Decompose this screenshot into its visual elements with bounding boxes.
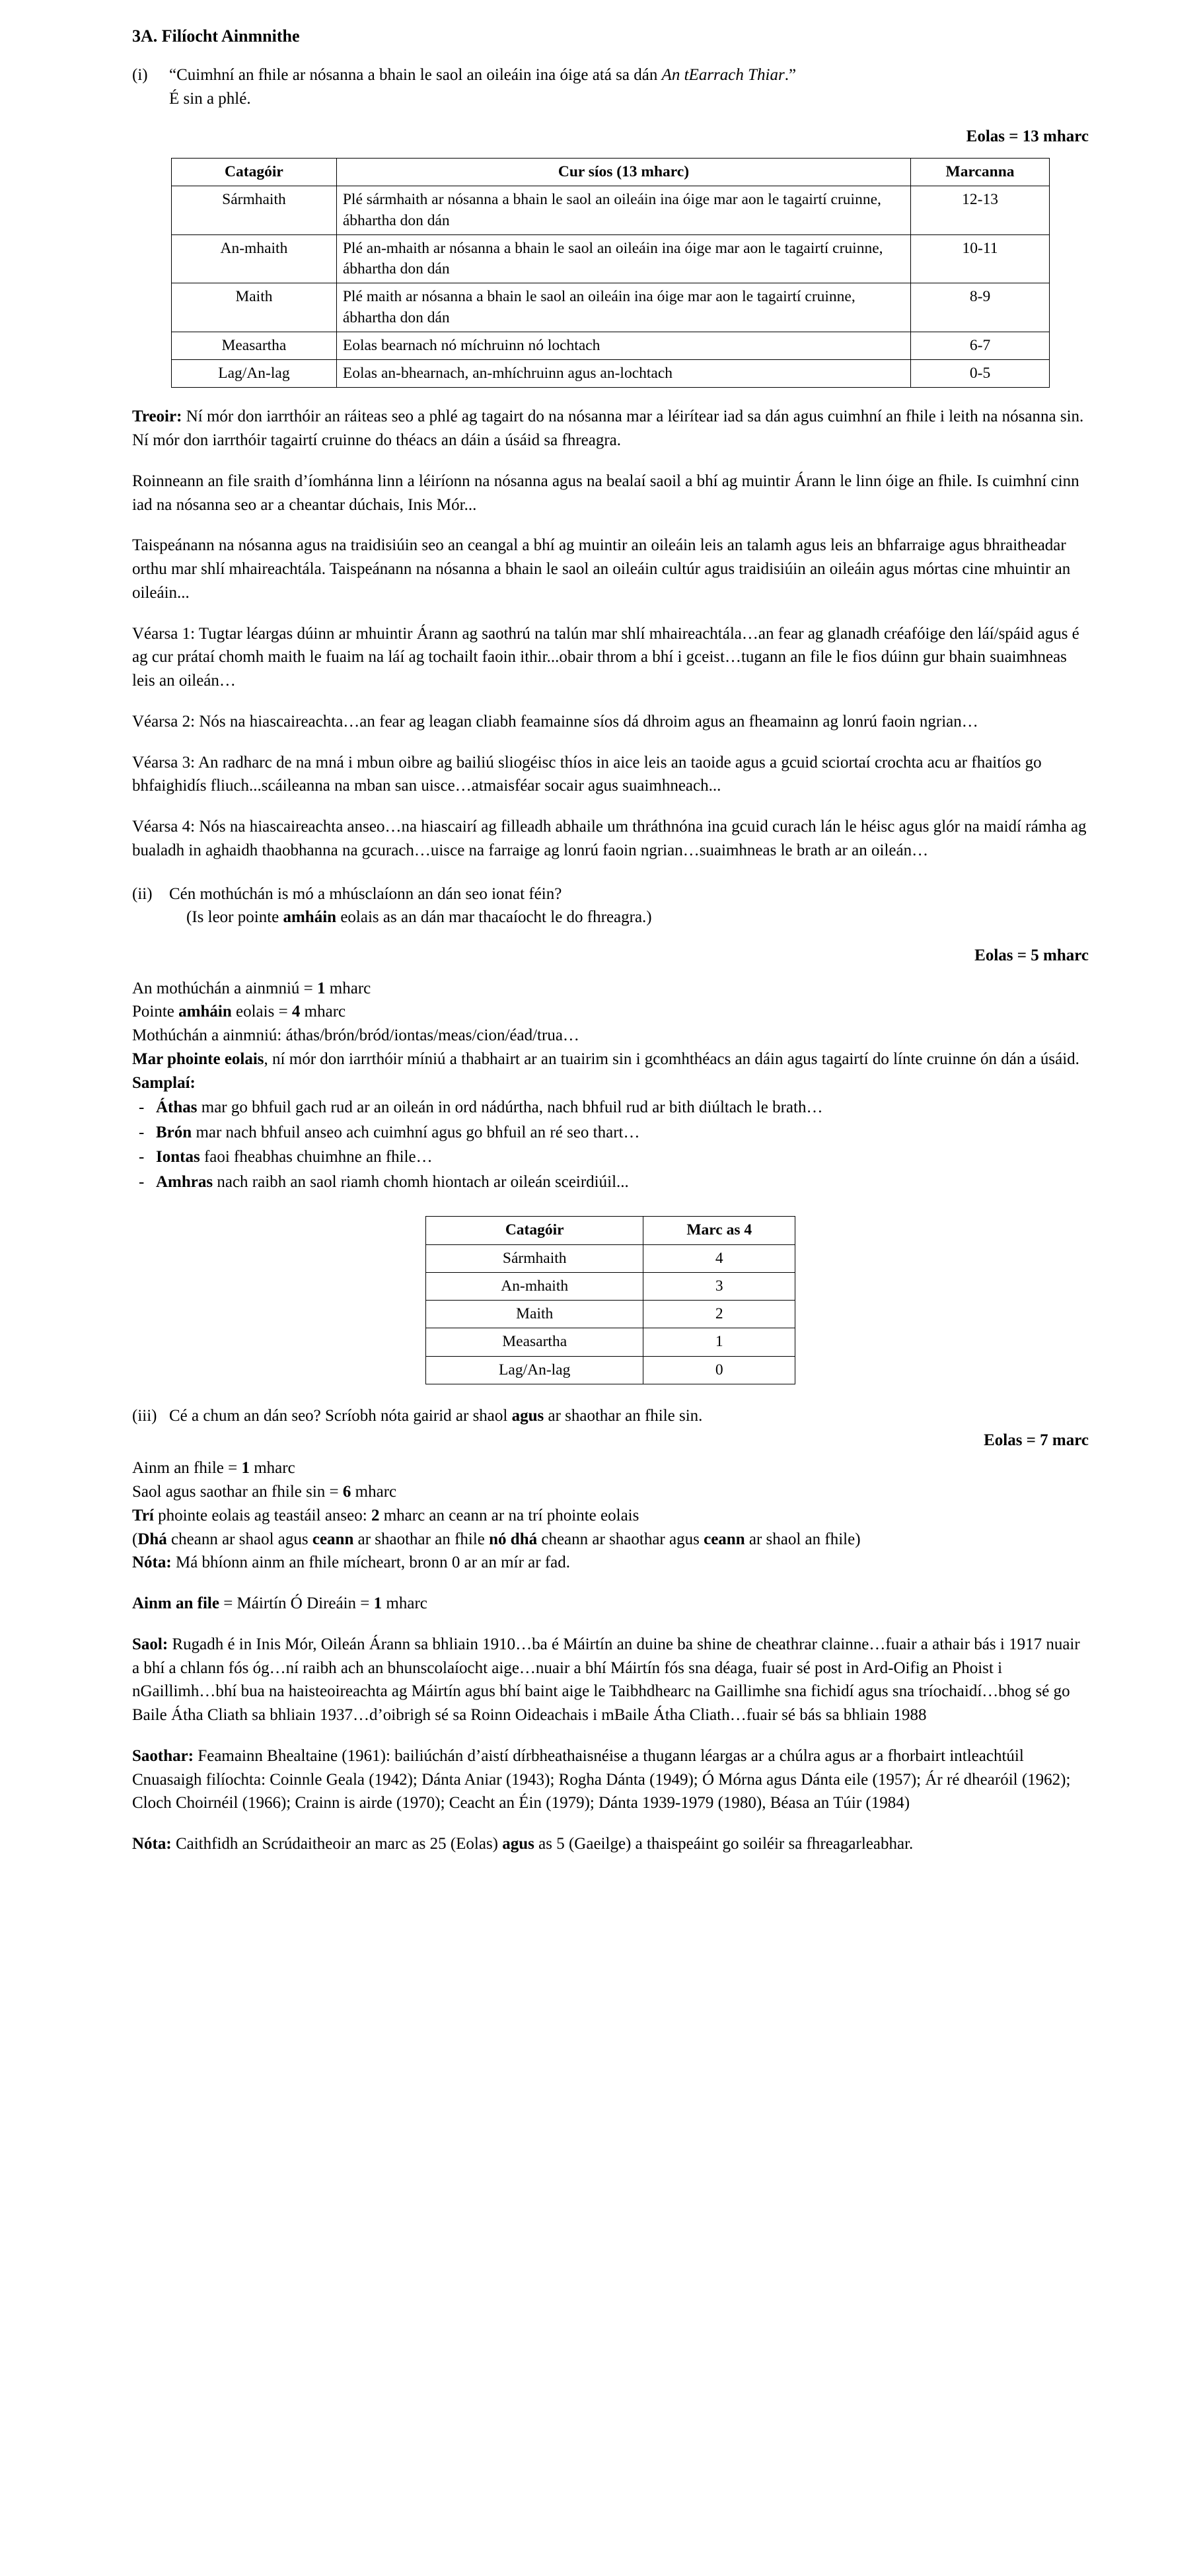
col-header-marcanna: Marcanna — [911, 159, 1050, 186]
cell-category: Measartha — [426, 1328, 643, 1356]
q2-line-mar-phointe — [132, 1048, 1089, 1071]
paragraph-taispeanann: Taispeánann na nósanna agus na traidisiúin seo an ceangal a bhí ag muintir an oileáin leis an talamh agus leis an bhfarraige agus bhraitheadar orthu mar shlí mhaireachtála. Taispeánann na nósanna a bhain le saol an oileáin cultúr agus traidisiúin an oileáin agus mórtas cine mhuintir an oileáin... — [132, 536, 1071, 602]
q3-line-tri-phointe — [132, 1504, 1089, 1528]
question-ii-line2-post: eolais as an dán mar thacaíocht le do fhreagra.) — [336, 908, 652, 926]
q3-l4-post: ar shaol an fhile) — [745, 1530, 861, 1548]
sample-body: nach raibh an saol riamh chomh hiontach ar oileán sceirdiúil... — [213, 1172, 629, 1191]
question-i-quote: “Cuimhní an fhile ar nósanna a bhain le saol an oileáin ina óige atá sa dán — [169, 66, 662, 84]
q3-l4-bold3: nó dhá — [489, 1530, 538, 1548]
col-header-cursios: Cur síos (13 mharc) — [336, 159, 910, 186]
q3-l2-post: mharc — [351, 1483, 397, 1501]
q3-l4-bold4: ceann — [704, 1530, 745, 1548]
cell-category: Sármhaith — [172, 186, 337, 235]
col-header-catagoir: Catagóir — [426, 1217, 643, 1244]
q2-l2-post: mharc — [300, 1003, 346, 1021]
q3-l4-pre: ( — [132, 1530, 138, 1548]
question-i-quote-end: .” — [784, 66, 797, 84]
dash-bullet: - — [139, 1172, 145, 1191]
q3-line-ainm — [132, 1456, 1089, 1480]
table-row — [172, 186, 1050, 235]
question-ii-line2-bold: amháin — [283, 908, 337, 926]
cell-category: An-mhaith — [426, 1272, 643, 1300]
question-i-text — [169, 63, 1089, 110]
cell-marks: 0 — [643, 1356, 795, 1384]
q3-saol-paragraph — [132, 1633, 1089, 1727]
q3-l4-mid2: ar shaothar an fhile — [353, 1530, 490, 1548]
dash-bullet: - — [139, 1098, 145, 1117]
q3-nota-label: Nóta: — [132, 1554, 172, 1572]
q3-cnuasaigh-paragraph: Cnuasaigh filíochta: Coinnle Geala (1942); Dánta Aniar (1943); Rogha Dánta (1949); Ó Mórna agus Dánta eile (1957); Ár ré dhearóil (1962); Cloch Choirnéil (1966); Crainn is airde (1970); Ceacht an Éin (1979); Dánta 1939-1979 (1980), Béasa an Túir (1984) — [132, 1770, 1071, 1812]
rubric-table-ii — [425, 1216, 795, 1384]
list-item — [132, 1096, 1089, 1120]
table-row — [172, 283, 1050, 332]
ainm-an-file-value: = Máirtín Ó Direáin = — [219, 1594, 374, 1612]
cell-category: Measartha — [172, 332, 337, 359]
dash-bullet: - — [139, 1123, 145, 1141]
q2-line-mothuchan-list: Mothúchán a ainmniú: áthas/brón/bród/iontas/meas/cion/éad/trua… — [132, 1026, 579, 1044]
question-iii-pre: Cé a chum an dán seo? Scríobh nóta gairid ar shaol — [169, 1406, 512, 1425]
ainm-an-file-mark-unit: mharc — [382, 1594, 427, 1612]
cell-description: Eolas bearnach nó míchruinn nó lochtach — [336, 332, 910, 359]
q3-nota2-pre: Caithfidh an Scrúdaitheoir an marc as 25 (Eolas) — [171, 1835, 503, 1853]
cell-marks: 10-11 — [911, 234, 1050, 283]
question-ii — [132, 882, 1089, 929]
cell-description: Eolas an-bhearnach, an-mhíchruinn agus an-lochtach — [336, 360, 910, 388]
list-item — [132, 1121, 1089, 1145]
cell-description: Plé maith ar nósanna a bhain le saol an oileáin ina óige mar aon le tagairtí cruinne, ábhartha don dán — [336, 283, 910, 332]
q2-l4-post: , ní mór don iarrthóir míniú a thabhairt ar an tuairim sin i gcomhthéacs an dáin agus tagairtí do línte cruinne ón dán a úsáid. — [264, 1050, 1079, 1068]
ainm-an-file-label: Ainm an file — [132, 1594, 219, 1612]
samplai-list — [132, 1096, 1089, 1194]
table-row — [426, 1272, 795, 1300]
question-ii-text — [169, 882, 1089, 929]
dash-bullet: - — [139, 1148, 145, 1166]
sample-keyword: Áthas — [156, 1098, 198, 1117]
q3-l3-mid: phointe eolais ag teastáil anseo: — [153, 1506, 371, 1524]
q3-saothar-paragraph — [132, 1744, 1089, 1768]
eolas-marks-iii: Eolas = 7 marc — [984, 1431, 1089, 1450]
col-header-catagoir: Catagóir — [172, 159, 337, 186]
question-iii — [132, 1404, 1089, 1428]
q3-nota2-mid: as 5 (Gaeilge) a thaispeáint go soiléir sa fhreagarleabhar. — [534, 1835, 914, 1853]
table-row — [172, 332, 1050, 359]
q2-l2-pre: Pointe — [132, 1003, 179, 1021]
sample-body: mar nach bhfuil anseo ach cuimhní agus go bhfuil an ré seo thart… — [192, 1123, 640, 1141]
cell-marks: 3 — [643, 1272, 795, 1300]
cell-marks: 2 — [643, 1301, 795, 1328]
q3-nota2-bold: agus — [502, 1835, 534, 1853]
list-item — [132, 1145, 1089, 1169]
q3-l4-mid1: cheann ar shaol agus — [166, 1530, 312, 1548]
sample-body: mar go bhfuil gach rud ar an oileán in ord nádúrtha, nach bhfuil rud ar bith diúltach le brath… — [197, 1098, 823, 1117]
q2-l2-bold: amháin — [178, 1003, 232, 1021]
table-header-row — [426, 1217, 795, 1244]
treoir-text: Ní mór don iarrthóir an ráiteas seo a phlé ag tagairt do na nósanna mar a léirítear iad sa dán agus cuimhní an fhile i leith na nósanna sin. Ní mór don iarrthóir tagairtí cruinne do théacs an dáin a úsáid sa fhreagra. — [132, 408, 1084, 449]
q3-l2-pre: Saol agus saothar an fhile sin = — [132, 1483, 343, 1501]
cell-category: Sármhaith — [426, 1244, 643, 1272]
table-row — [426, 1244, 795, 1272]
col-header-marc-as-4: Marc as 4 — [643, 1217, 795, 1244]
eolas-marks-ii: Eolas = 5 mharc — [974, 946, 1089, 964]
table-row — [172, 234, 1050, 283]
cell-marks: 0-5 — [911, 360, 1050, 388]
poem-title: An tEarrach Thiar — [661, 66, 785, 84]
q3-l4-bold2: ceann — [312, 1530, 354, 1548]
question-i-number: (i) — [132, 66, 148, 84]
q2-l2-mid: eolais = — [231, 1003, 292, 1021]
q3-line-saol-saothar — [132, 1480, 1089, 1504]
q3-l4-mid3: cheann ar shaothar agus — [537, 1530, 704, 1548]
table-row — [172, 360, 1050, 388]
sample-keyword: Amhras — [156, 1172, 213, 1191]
question-ii-number: (ii) — [132, 884, 153, 903]
cell-category: Maith — [172, 283, 337, 332]
table-row — [426, 1301, 795, 1328]
paragraph-roinneann: Roinneann an file sraith d’íomhánna linn a léiríonn na nósanna agus na bealaí saoil a bhí ag muintir Árann le linn óige an fhile. Is cuimhní cinn iad na nósanna seo ar a cheantar dúchais, Inis Mór... — [132, 472, 1079, 514]
q3-l1-bold: 1 — [241, 1459, 250, 1478]
q3-nota2-label: Nóta: — [132, 1835, 172, 1853]
question-ii-line2-pre: (Is leor pointe — [186, 908, 283, 926]
q3-l1-post: mharc — [249, 1459, 295, 1478]
cell-category: An-mhaith — [172, 234, 337, 283]
table-row — [426, 1356, 795, 1384]
q3-l3-bold: Trí — [132, 1506, 154, 1524]
sample-body: faoi fheabhas chuimhne an fhile… — [200, 1148, 433, 1166]
cell-marks: 8-9 — [911, 283, 1050, 332]
saol-text: Rugadh é in Inis Mór, Oileán Árann sa bhliain 1910…ba é Máirtín an duine ba shine de cheathrar clainne…fuair a athair bás i 1917 nuair a bhí a chlann fós óg…ní raibh ach an bhunscolaíocht aige…nuair a bhí Máirtín fós sna déaga, fuair sé post in Ard-Oifig an Phoist i nGaillimh…bhí bua na haisteoireachta ag Máirtín agus bhí baint aige le Taibhdhearc na Gaillimhe sna fichidí agus sna tríochaidí…bhog sé go Baile Átha Cliath sa bhliain 1937…d’oibrigh sé sa Roinn Oideachais i mBaile Átha Cliath…fuair sé bás sa bhliain 1988 — [132, 1635, 1080, 1724]
verse-1: Véarsa 1: Tugtar léargas dúinn ar mhuintir Árann ag saothrú na talún mar shlí mhaireachtála…an fear ag glanadh créafóige den láí/spáid agus é ag cur prátaí chomh maith le fuaim na láí ag tochailt faoin ithir...obair throm a bhí i gceist…tugann an file le fios dúinn gur bhain suaimhneas leis an oileán… — [132, 624, 1079, 690]
question-ii-line1: Cén mothúchán is mó a mhúsclaíonn an dán seo ionat féin? — [169, 884, 562, 903]
q3-line-dha-cheann — [132, 1528, 1089, 1552]
cell-marks: 6-7 — [911, 332, 1050, 359]
verse-3: Véarsa 3: An radharc de na mná i mbun oibre ag bailiú sliogéisc thíos in aice leis an taoide agus a gcuid sciortaí crochta acu ar fhaitíos go bhfaighidís fliuch...scáileanna na mban san uisce…atmaisféar socair agus suaimhneach... — [132, 753, 1042, 795]
q3-ainm-an-file — [132, 1592, 1089, 1616]
ainm-an-file-mark: 1 — [373, 1594, 382, 1612]
q3-nota-1 — [132, 1551, 1089, 1575]
verse-4: Véarsa 4: Nós na hiascaireachta anseo…na hiascairí ag filleadh abhaile um thráthnóna ina gcuid curach lán le héisc agus glór na maidí rámha ag bualadh in aghaidh thaobhanna na gcurach…uisce na farraige ag lonrú faoin ngrian…suaimhneas le brath ar an oileán… — [132, 818, 1087, 859]
cell-marks: 1 — [643, 1328, 795, 1356]
question-iii-post: ar shaothar an fhile sin. — [544, 1406, 703, 1425]
q2-l1-pre: An mothúchán a ainmniú = — [132, 979, 318, 997]
q3-nota-text: Má bhíonn ainm an fhile mícheart, bronn 0 ar an mír ar fad. — [171, 1554, 570, 1572]
samplai-label — [132, 1071, 1089, 1095]
cell-category: Lag/An-lag — [172, 360, 337, 388]
q3-l3-bold2: 2 — [371, 1506, 380, 1524]
question-iii-number: (iii) — [132, 1406, 157, 1425]
saothar-text: Feamainn Bhealtaine (1961): bailiúchán d’aistí dírbheathaisnéise a thugann léargas ar a chúlra agus ar a fhorbairt intleachtúil — [194, 1746, 1024, 1765]
saothar-label: Saothar: — [132, 1746, 194, 1765]
saol-label: Saol: — [132, 1635, 168, 1653]
q3-l4-bold1: Dhá — [137, 1530, 167, 1548]
q2-l4-bold: Mar phointe eolais — [132, 1050, 264, 1068]
sample-keyword: Iontas — [156, 1148, 200, 1166]
question-i-line2: É sin a phlé. — [169, 89, 251, 108]
cell-marks: 12-13 — [911, 186, 1050, 235]
list-item — [132, 1170, 1089, 1194]
question-iii-bold: agus — [511, 1406, 544, 1425]
question-iii-text — [169, 1404, 1089, 1428]
verse-2: Véarsa 2: Nós na hiascaireachta…an fear ag leagan cliabh feamainne síos dá dhroim agus an fheamainn ag lonrú faoin ngrian… — [132, 712, 978, 731]
cell-marks: 4 — [643, 1244, 795, 1272]
q2-l2-bold2: 4 — [291, 1003, 301, 1021]
q2-line-ainmniu — [132, 977, 1089, 1001]
q3-l3-post: mharc an ceann ar na trí phointe eolais — [379, 1506, 639, 1524]
treoir-paragraph — [132, 405, 1089, 452]
question-i — [132, 63, 1089, 110]
samplai-label-text: Samplaí: — [132, 1073, 196, 1092]
q2-l1-bold: 1 — [317, 979, 326, 997]
table-header-row — [172, 159, 1050, 186]
rubric-table-i — [171, 158, 1050, 388]
q3-l2-bold: 6 — [342, 1483, 351, 1501]
q3-nota-2 — [132, 1832, 1089, 1856]
cell-description: Plé an-mhaith ar nósanna a bhain le saol an oileáin ina óige mar aon le tagairtí cruinne, ábhartha don dán — [336, 234, 910, 283]
q3-l1-pre: Ainm an fhile = — [132, 1459, 242, 1478]
q2-l1-post: mharc — [325, 979, 371, 997]
table-row — [426, 1328, 795, 1356]
cell-description: Plé sármhaith ar nósanna a bhain le saol an oileáin ina óige mar aon le tagairtí cruinne, ábhartha don dán — [336, 186, 910, 235]
cell-category: Maith — [426, 1301, 643, 1328]
cell-category: Lag/An-lag — [426, 1356, 643, 1384]
treoir-label: Treoir: — [132, 408, 182, 426]
q2-line-pointe — [132, 1000, 1089, 1024]
page-title: 3A. Filíocht Ainmnithe — [132, 26, 300, 46]
sample-keyword: Brón — [156, 1123, 192, 1141]
eolas-marks-i: Eolas = 13 mharc — [966, 127, 1089, 145]
